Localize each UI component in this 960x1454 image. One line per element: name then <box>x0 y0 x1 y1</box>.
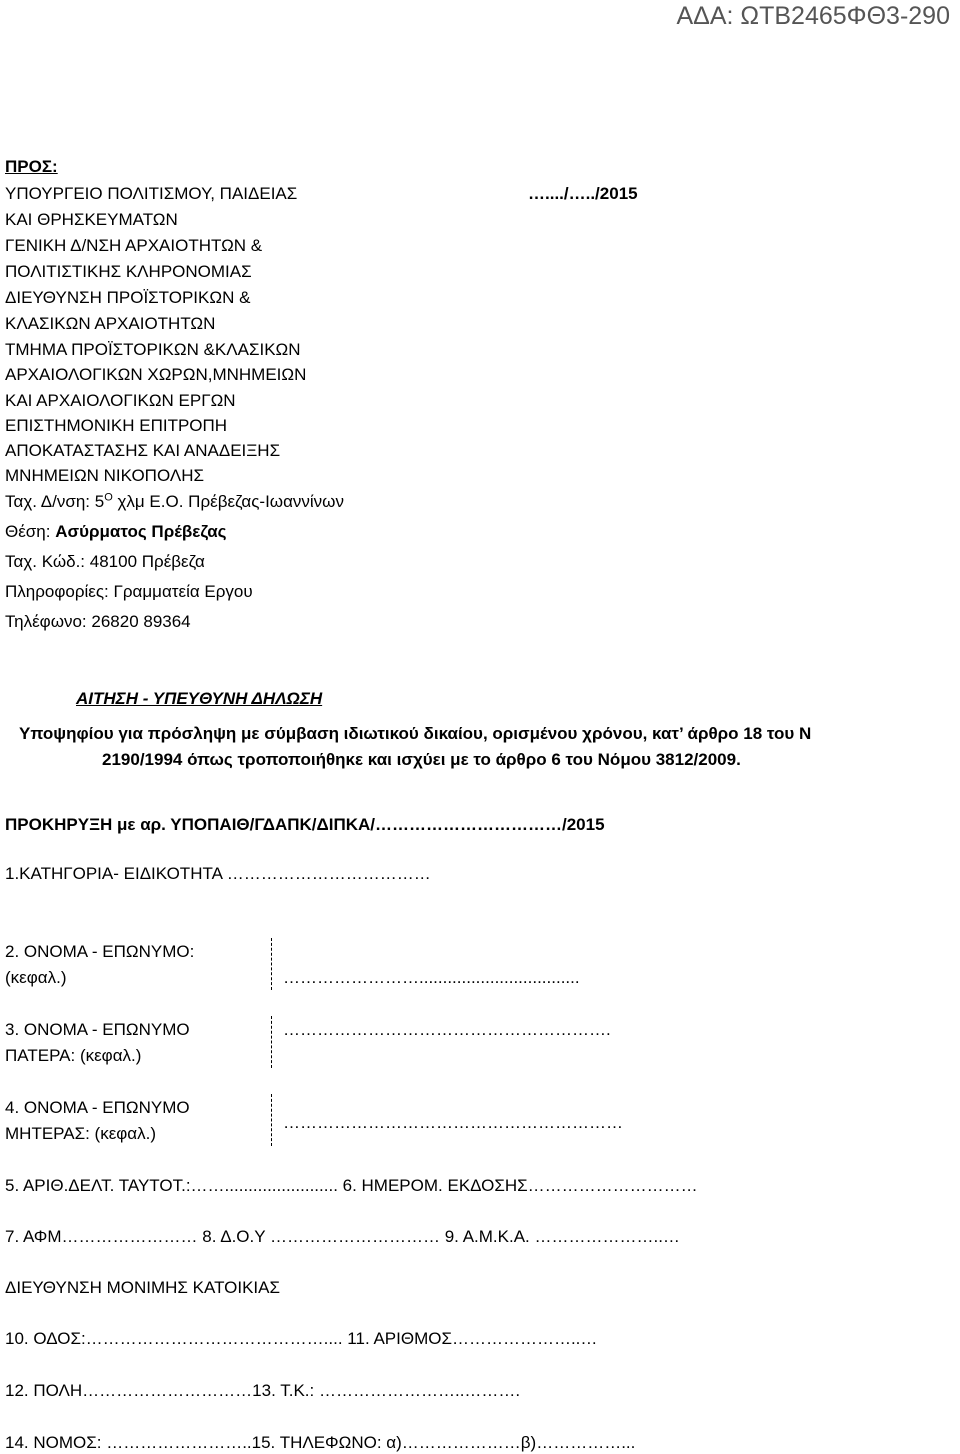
recipient-line: ΚΛΑΣΙΚΩΝ ΑΡΧΑΙΟΤΗΤΩΝ <box>5 314 216 333</box>
field-row-10-11[interactable]: 10. ΟΔΟΣ:…………………………………….... 11. ΑΡΙΘΜΟΣ…………………..… <box>5 1329 598 1348</box>
subtitle-line-2: 2190/1994 όπως τροποποιήθηκε και ισχύει με το άρθρο 6 του Νόμου 3812/2009. <box>102 750 741 769</box>
address-superscript: Ο <box>104 491 113 504</box>
field-4-separator <box>271 1094 272 1146</box>
field-row-12-13[interactable]: 12. ΠΟΛΗ…………………………13. Τ.Κ.: ……………………..………. <box>5 1381 521 1400</box>
field-2-label-line-2: (κεφαλ.) <box>5 968 67 987</box>
subtitle-line-1: Υποψηφίου για πρόσληψη με σύμβαση ιδιωτικού δικαίου, ορισμένου χρόνου, κατ’ άρθρο 18 του Ν <box>19 724 812 743</box>
recipient-line: ΑΠΟΚΑΤΑΣΤΑΣΗΣ ΚΑΙ ΑΝΑΔΕΙΞΗΣ <box>5 441 281 460</box>
recipient-line: ΚΑΙ ΘΡΗΣΚΕΥΜΑΤΩΝ <box>5 210 178 229</box>
location-line <box>5 522 227 542</box>
address-line <box>5 492 344 512</box>
category-field: 1.ΚΑΤΗΓΟΡΙΑ- ΕΙΔΙΚΟΤΗΤΑ ……………………………… <box>5 864 431 883</box>
field-3-value[interactable]: …………………………………………………. <box>283 1020 611 1039</box>
field-2-separator <box>271 938 272 990</box>
field-row-14-15[interactable]: 14. ΝΟΜΟΣ: ……………………..15. ΤΗΛΕΦΩΝΟ: α)…………………β)……………... <box>5 1433 636 1452</box>
recipient-line: ΕΠΙΣΤΗΜΟΝΙΚΗ ΕΠΙΤΡΟΠΗ <box>5 416 228 435</box>
field-row-7-9[interactable]: 7. ΑΦΜ…………………… 8. Δ.Ο.Υ ………………………… 9. Α.Μ.Κ.Α. …………………..… <box>5 1227 680 1246</box>
field-2-value[interactable]: …………………….................................. <box>283 968 580 987</box>
ada-code: ΑΔΑ: ΩΤΒ2465ΦΘ3-290 <box>676 2 950 30</box>
address-prefix: Ταχ. Δ/νση: 5 <box>5 492 105 511</box>
field-2-label-line-1: 2. ΟΝΟΜΑ - ΕΠΩΝΥΜΟ: <box>5 942 195 961</box>
recipient-line: ΜΝΗΜΕΙΩΝ ΝΙΚΟΠΟΛΗΣ <box>5 466 205 485</box>
field-3-label-line-2: ΠΑΤΕΡΑ: (κεφαλ.) <box>5 1046 142 1065</box>
field-4-label-line-2: ΜΗΤΕΡΑΣ: (κεφαλ.) <box>5 1124 157 1143</box>
field-4-value[interactable]: …………………………………………………… <box>283 1113 623 1132</box>
document-title: ΑΙΤΗΣΗ - ΥΠΕΥΘΥΝΗ ΔΗΛΩΣΗ <box>76 689 323 708</box>
recipient-line: ΓΕΝΙΚΗ Δ/ΝΣΗ ΑΡΧΑΙΟΤΗΤΩΝ & <box>5 236 263 255</box>
recipient-heading: ΠΡΟΣ: <box>5 157 58 176</box>
date-field: …..../…../2015 <box>528 184 638 203</box>
recipient-line: ΔΙΕΥΘΥΝΣΗ ΠΡΟΪΣΤΟΡΙΚΩΝ & <box>5 288 251 307</box>
recipient-line: ΑΡΧΑΙΟΛΟΓΙΚΩΝ ΧΩΡΩΝ,ΜΝΗΜΕΙΩΝ <box>5 365 307 384</box>
recipient-line: ΥΠΟΥΡΓΕΙΟ ΠΟΛΙΤΙΣΜΟΥ, ΠΑΙΔΕΙΑΣ <box>5 184 298 203</box>
postcode-line: Ταχ. Κώδ.: 48100 Πρέβεζα <box>5 552 205 571</box>
permanent-address-heading: ΔΙΕΥΘΥΝΣΗ ΜΟΝΙΜΗΣ ΚΑΤΟΙΚΙΑΣ <box>5 1278 281 1297</box>
location-value: Ασύρματος Πρέβεζας <box>55 522 227 541</box>
recipient-line: ΤΜΗΜΑ ΠΡΟΪΣΤΟΡΙΚΩΝ &ΚΛΑΣΙΚΩΝ <box>5 340 301 359</box>
field-4-label-line-1: 4. ΟΝΟΜΑ - ΕΠΩΝΥΜΟ <box>5 1098 190 1117</box>
location-label: Θέση: <box>5 522 56 541</box>
field-3-label-line-1: 3. ΟΝΟΜΑ - ΕΠΩΝΥΜΟ <box>5 1020 190 1039</box>
field-3-separator <box>271 1016 272 1068</box>
address-suffix: χλμ Ε.Ο. Πρέβεζας-Ιωαννίνων <box>112 492 344 511</box>
phone-line: Τηλέφωνο: 26820 89364 <box>5 612 191 631</box>
field-row-5-6[interactable]: 5. ΑΡΙΘ.ΔΕΛΤ. ΤΑΥΤΟΤ.:……........................ 6. ΗΜΕΡΟΜ. ΕΚΔΟΣΗΣ………………………… <box>5 1176 698 1195</box>
recipient-line: ΚΑΙ ΑΡΧΑΙΟΛΟΓΙΚΩΝ ΕΡΓΩΝ <box>5 391 236 410</box>
info-line: Πληροφορίες: Γραμματεία Εργου <box>5 582 253 601</box>
recipient-line: ΠΟΛΙΤΙΣΤΙΚΗΣ ΚΛΗΡΟΝΟΜΙΑΣ <box>5 262 252 281</box>
proclamation-line: ΠΡΟΚΗΡΥΞΗ με αρ. ΥΠΟΠΑΙΘ/ΓΔΑΠΚ/ΔΙΠΚΑ/……………………………/2015 <box>5 815 605 834</box>
